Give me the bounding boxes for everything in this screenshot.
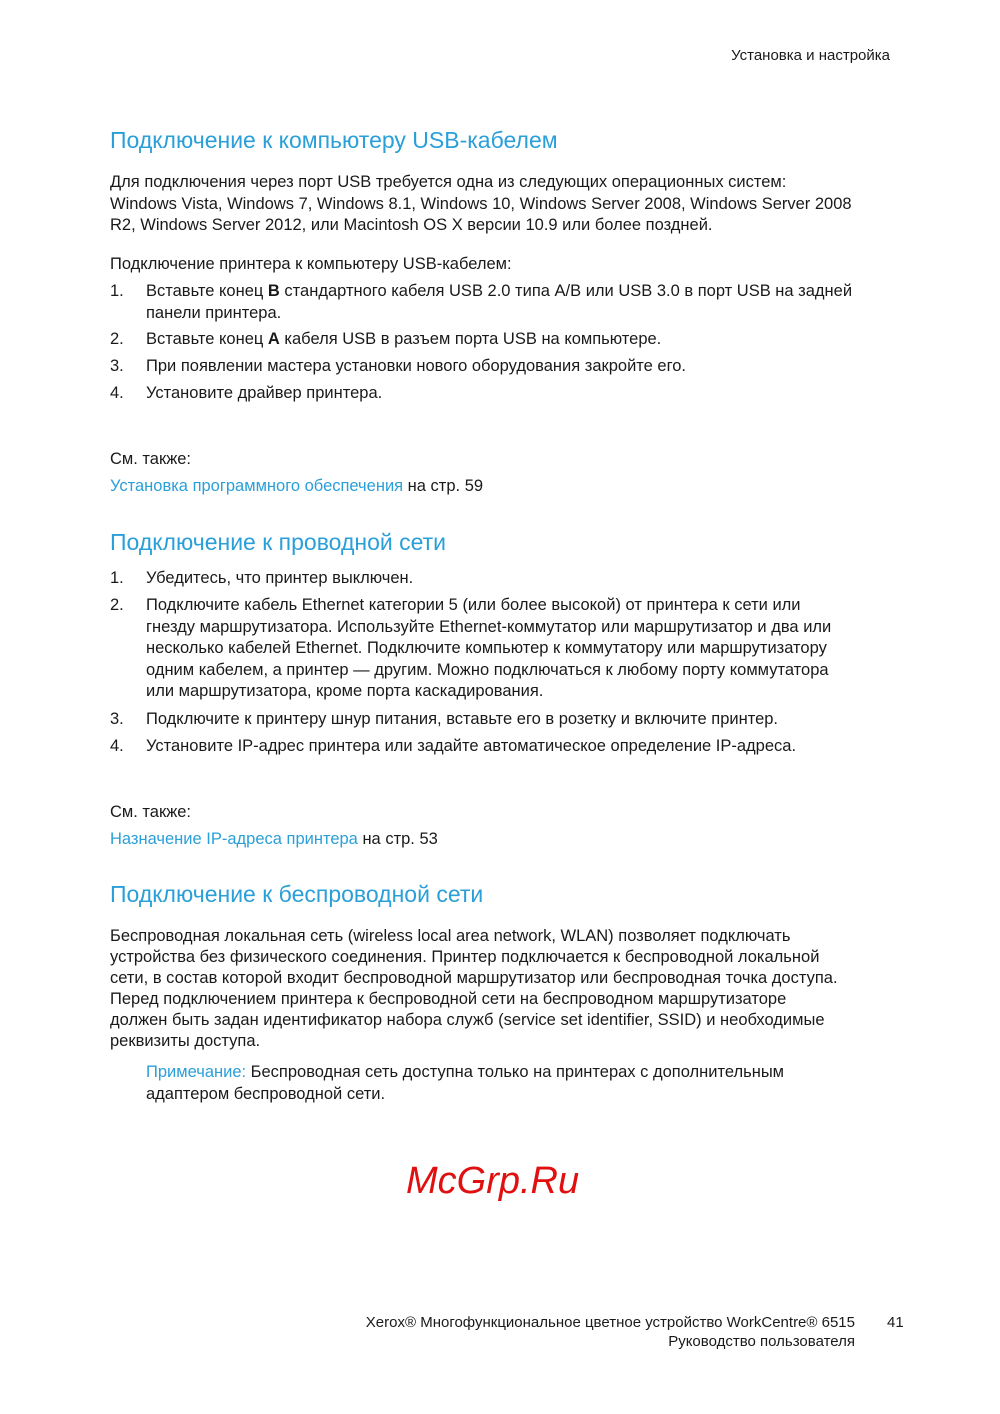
step-text: стандартного кабеля USB 2.0 типа A/B или USB 3.0 в порт USB на задней [279,282,853,300]
step-bold: B [267,282,280,300]
footer-product: Xerox® Многофункциональное цветное устройство WorkCentre® 6515 [365,1314,855,1331]
step-text: одним кабелем, а принтер — другим. Можно подключаться к любому порту коммутатора [146,660,829,679]
page-number: 41 [887,1314,904,1331]
watermark: McGrp.Ru [406,1160,580,1202]
step-item [146,595,831,703]
footer-guide: Руководство пользователя [668,1333,855,1350]
step-item [146,281,852,324]
page-ref: на стр. 53 [357,830,438,848]
step-text: Убедитесь, что принтер выключен. [146,569,414,587]
step-number: 1. [110,569,124,587]
note-text: Беспроводная сеть доступна только на принтерах с дополнительным [246,1063,785,1081]
step-item [146,736,796,758]
section-title-usb: Подключение к компьютеру USB-кабелем [110,127,558,153]
see-also-label: См. также: [110,803,191,821]
step-text: или маршрутизатора, кроме порта каскадирования. [146,682,544,700]
text-line: устройства без физического соединения. Принтер подключается к беспроводной локальной [110,948,820,966]
step-text: Вставьте конец [146,330,268,348]
link-ip-address[interactable]: Назначение IP-адреса принтера [110,830,358,848]
section-title-wireless: Подключение к беспроводной сети [110,881,484,907]
step-text: Подключите кабель Ethernet категории 5 (или более высокой) от принтера к сети или [146,596,801,614]
text-line: Перед подключением принтера к беспроводной сети на беспроводном маршрутизаторе [110,990,787,1008]
note-text: адаптером беспроводной сети. [146,1084,386,1103]
page-ref: на стр. 59 [403,477,484,495]
step-item [146,709,778,731]
see-also-label: См. также: [110,450,191,468]
see-also-ref [110,829,438,851]
section-title-wired: Подключение к проводной сети [110,529,447,555]
step-item: При появлении мастера установки нового оборудования закройте его. [146,357,687,375]
step-text: несколько кабелей Ethernet. Подключите компьютер к коммутатору или маршрутизатору [146,639,827,657]
step-number: 4. [110,384,124,402]
text-line: сети, в состав которой входит беспроводной маршрутизатор или беспроводная точка доступа. [110,969,838,987]
step-text: панели принтера. [146,303,282,322]
text-line: Беспроводная локальная сеть (wireless local area network, WLAN) позволяет подключать [110,927,791,945]
step-number: 3. [110,710,124,728]
step-number: 2. [110,596,124,614]
step-text: Подключите к принтеру шнур питания, вставьте его в розетку и включите принтер. [146,710,779,728]
text-line: реквизиты доступа. [110,1032,261,1050]
text-line: Windows Vista, Windows 7, Windows 8.1, Windows 10, Windows Server 2008, Windows Server 2008 [110,194,852,213]
footer [366,1313,855,1351]
step-number: 3. [110,357,124,375]
see-also-ref [110,476,483,498]
step-bold: A [267,330,280,348]
usb-intro [110,172,852,237]
step-text: Вставьте конец [146,282,268,300]
text-line: R2, Windows Server 2012, или Macintosh OS X версии 10.9 или более поздней. [110,216,713,234]
text-line: должен быть задан идентификатор набора служб (service set identifier, SSID) и необходимые [110,1011,825,1029]
step-number: 2. [110,330,124,348]
step-text: гнезду маршрутизатора. Используйте Ethernet-коммутатор или маршрутизатор и два или [146,617,832,636]
wireless-body [110,926,838,1052]
text-line: Для подключения через порт USB требуется одна из следующих операционных систем: [110,173,787,191]
step-number: 1. [110,282,124,300]
step-item [146,568,413,590]
note-label: Примечание: [146,1063,247,1081]
step-number: 4. [110,737,124,755]
running-header: Установка и настройка [731,47,890,64]
usb-lead: Подключение принтера к компьютеру USB-кабелем: [110,255,512,273]
step-text: Установите IP-адрес принтера или задайте автоматическое определение IP-адреса. [146,737,797,755]
step-text: кабеля USB в разъем порта USB на компьютере. [279,330,662,348]
note [146,1062,784,1105]
step-item [146,329,661,351]
link-software-install[interactable]: Установка программного обеспечения [110,477,404,495]
step-item: Установите драйвер принтера. [146,384,383,402]
